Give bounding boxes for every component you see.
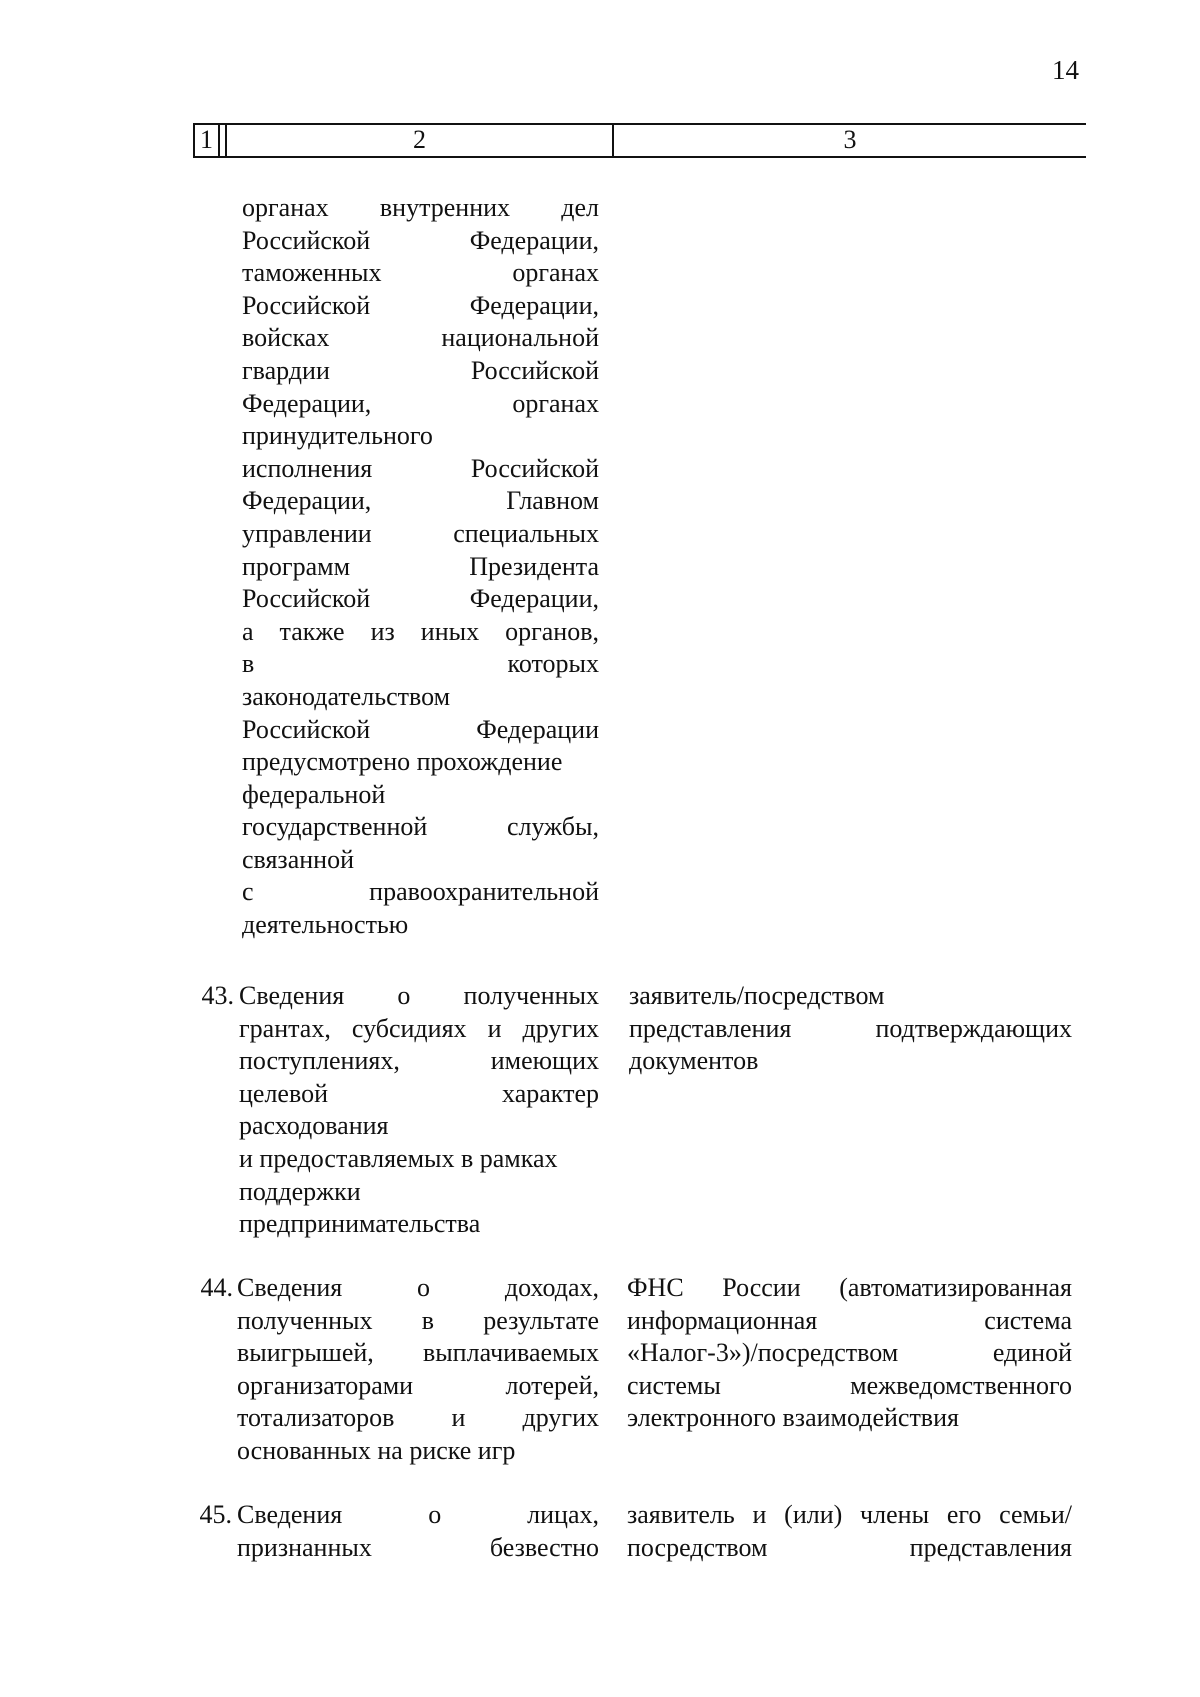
text-line: и предоставляемых в рамках	[239, 1143, 558, 1173]
text-line: Сведения о лицах,	[237, 1500, 599, 1529]
row-45-col2	[237, 1499, 599, 1564]
text-line: управлении специальных	[242, 518, 599, 548]
row-45-number: 45.	[199, 1500, 232, 1529]
text-line: Сведения о полученных	[239, 981, 599, 1010]
text-line: государственной службы,	[242, 812, 599, 842]
text-line: деятельностью	[242, 910, 409, 940]
row-45-col3	[627, 1499, 1072, 1564]
page-number: 14	[1052, 55, 1079, 85]
row-43-number: 43.	[201, 981, 234, 1010]
text-line: законодательством	[242, 681, 451, 711]
text-line: поддержки	[239, 1176, 361, 1206]
text-line: информационная система	[627, 1305, 1072, 1335]
header-col-1: 1	[200, 125, 213, 154]
row-44-col3	[627, 1272, 1072, 1435]
text-line: организаторами лотерей,	[237, 1370, 599, 1400]
header-bottom-rule	[193, 156, 1086, 158]
text-line: программ Президента	[242, 551, 599, 581]
header-col-2: 2	[413, 125, 426, 154]
text-line: электронного взаимодействия	[627, 1403, 959, 1433]
text-line: заявитель и (или) члены его семьи/	[627, 1500, 1072, 1529]
text-line: грантах, субсидиях и других	[239, 1013, 599, 1043]
text-line: Российской Федерации,	[242, 225, 599, 255]
text-line: принудительного	[242, 421, 433, 451]
text-line: документов	[629, 1046, 759, 1076]
text-line: таможенных органах	[242, 258, 599, 288]
text-line: Российской Федерации	[242, 714, 599, 744]
text-line: представления подтверждающих	[629, 1013, 1072, 1043]
text-line: Российской Федерации,	[242, 584, 599, 614]
row-43-col3	[629, 980, 1072, 1078]
text-line: ФНС России (автоматизированная	[627, 1273, 1072, 1302]
text-line: расходования	[239, 1111, 389, 1141]
text-line: Федерации, органах	[242, 388, 599, 418]
text-line: основанных на риске игр	[237, 1435, 516, 1465]
text-line: предпринимательства	[239, 1209, 481, 1239]
row-44-col2	[237, 1272, 599, 1468]
text-line: войсках национальной	[242, 323, 599, 353]
text-line: заявитель/посредством	[629, 981, 885, 1010]
text-line: посредством представления	[627, 1532, 1072, 1562]
text-line: органах внутренних дел	[242, 193, 599, 222]
row-44-number: 44.	[200, 1273, 233, 1302]
text-line: в которых	[242, 649, 599, 679]
text-line: признанных безвестно	[237, 1532, 599, 1562]
text-line: Федерации, Главном	[242, 486, 599, 516]
text-line: предусмотрено прохождение	[242, 747, 563, 777]
text-line: системы межведомственного	[627, 1370, 1072, 1400]
text-line: а также из иных органов,	[242, 616, 599, 646]
text-line: исполнения Российской	[242, 453, 599, 483]
text-line: связанной	[242, 844, 354, 874]
continuation-col2	[242, 192, 599, 942]
text-line: «Налог-3»)/посредством единой	[627, 1338, 1072, 1368]
text-line: гвардии Российской	[242, 355, 599, 385]
text-line: с правоохранительной	[242, 877, 599, 907]
row-43-col2	[239, 980, 599, 1241]
text-line: целевой характер	[239, 1078, 599, 1108]
text-line: поступлениях, имеющих	[239, 1046, 599, 1076]
text-line: выигрышей, выплачиваемых	[237, 1338, 599, 1368]
text-line: тотализаторов и других	[237, 1403, 599, 1433]
header-divider-1	[218, 123, 220, 157]
header-col-3: 3	[843, 125, 857, 154]
text-line: Российской Федерации,	[242, 290, 599, 320]
text-line: Сведения о доходах,	[237, 1273, 599, 1302]
text-line: федеральной	[242, 779, 386, 809]
text-line: полученных в результате	[237, 1305, 599, 1335]
